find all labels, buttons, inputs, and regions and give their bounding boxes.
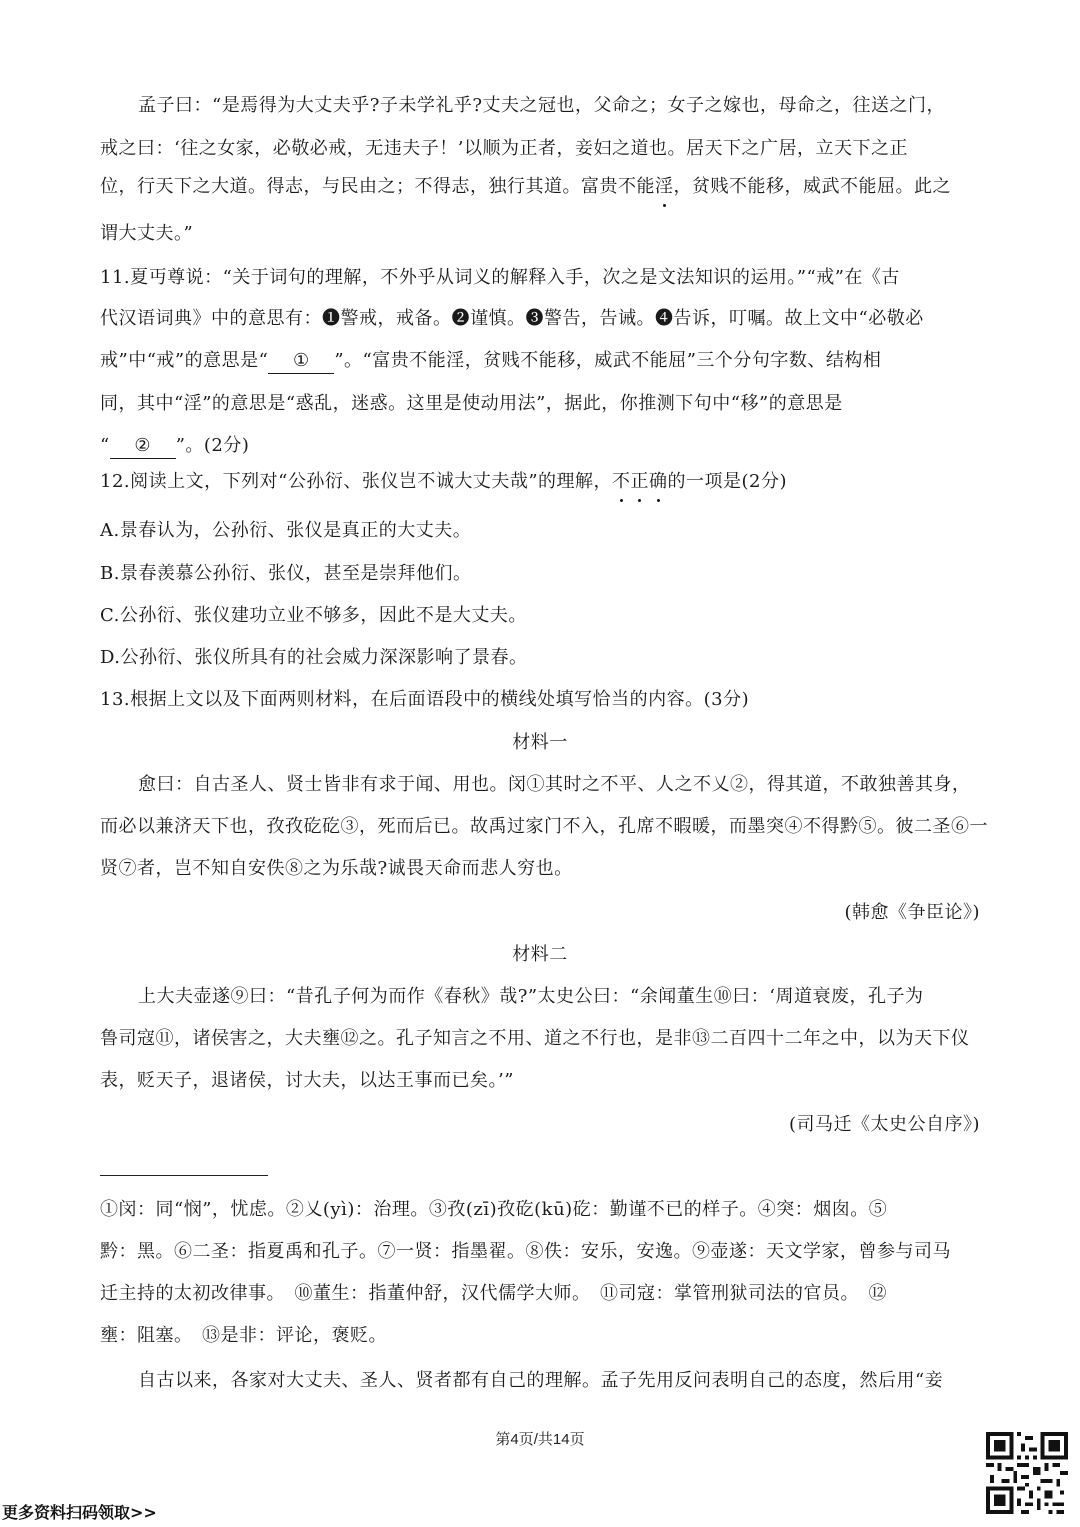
material-2-line-1: 上大夫壶遂⑨曰：“昔孔子何为而作《春秋》哉?”太史公曰：“余闻董生⑩曰：‘周道衰废，孔子为 [138, 986, 924, 1007]
q12-stem-b: 的一项是(2分) [667, 471, 788, 492]
q11-line-2: 代汉语词典》中的意思有：❶警戒，戒备。❷谨慎。❸警告，告诫。❹告诉，叮嘱。故上文中“必敬必 [100, 308, 924, 329]
emphasized-char-zheng: 正 [630, 471, 650, 492]
q12-option-d[interactable]: D.公孙衍、张仪所具有的社会威力深深影响了景春。 [100, 647, 528, 668]
q11-line-5 [100, 434, 980, 459]
notes-line-3: 迁主持的太初改律事。 ⑩董生：指董仲舒，汉代儒学大师。 ⑪司寇：掌管刑狱司法的官员。 ⑫ [100, 1283, 887, 1304]
answer-blank-2[interactable]: ② [110, 434, 176, 459]
q11-line-1: 11.夏丏尊说：“关于词句的理解，不外乎从词义的解释入手，次之是文法知识的运用。”“戒”在《古 [100, 267, 900, 288]
passage-line-4: 谓大丈夫。” [100, 223, 194, 244]
material-1-line-2: 而必以兼济天下也，孜孜矻矻③，死而后已。故禹过家门不入，孔席不暇暖，而墨突④不得黔⑤。彼二圣⑥一 [100, 816, 988, 837]
q11-line-3-a: 戒”中“戒”的意思是“ [100, 350, 269, 371]
material-2-title: 材料二 [512, 944, 568, 965]
notes-line-4: 壅：阻塞。 ⑬是非：评论，褒贬。 [100, 1325, 387, 1346]
material-1-source: (韩愈《争臣论》) [844, 902, 980, 923]
q12-option-c[interactable]: C.公孙衍、张仪建功立业不够多，因此不是大丈夫。 [100, 605, 527, 626]
material-2-line-2: 鲁司寇⑪，诸侯害之，大夫壅⑫之。孔子知言之不用、道之不行也，是非⑬二百四十二年之中，以为天下仪 [100, 1028, 970, 1049]
passage-line-1: 孟子曰：“是焉得为大丈夫乎?子未学礼乎?丈夫之冠也，父命之；女子之嫁也，母命之，往送之门， [138, 95, 945, 116]
q12-option-b[interactable]: B.景春羡慕公孙衍、张仪，甚至是崇拜他们。 [100, 563, 472, 584]
q11-line-3 [100, 349, 980, 374]
q12-option-a[interactable]: A.景春认为，公孙衍、张仪是真正的大丈夫。 [100, 520, 472, 541]
footnote-divider [100, 1175, 268, 1176]
final-paragraph-line-1: 自古以来，各家对大丈夫、圣人、贤者都有自己的理解。孟子先用反问表明自己的态度，然后用“妾 [138, 1370, 944, 1391]
page-number: 第4页/共14页 [495, 1431, 585, 1448]
more-resources-link[interactable]: 更多资料扫码领取>> [2, 1503, 157, 1522]
emphasized-char-yin: 淫 [655, 176, 674, 197]
notes-line-1: ①闵：同“悯”，忧虑。②乂(yì)：治理。③孜(zī)孜矻(kū)矻：勤谨不已的样子。④突：烟囱。⑤ [100, 1199, 888, 1220]
material-2-line-3: 表，贬天子，退诸侯，讨大夫，以达王事而已矣。’” [100, 1070, 514, 1091]
passage-line-3 [100, 175, 980, 199]
notes-line-2: 黔：黑。⑥二圣：指夏禹和孔子。⑦一贤：指墨翟。⑧佚：安乐，安逸。⑨壶遂：天文学家，曾参与司马 [100, 1241, 951, 1262]
q12-stem-a: 12.阅读上文，下列对“公孙衍、张仪岂不诚大丈夫哉”的理解， [100, 471, 613, 492]
qr-code-icon[interactable] [986, 1432, 1068, 1514]
q11-line-3-b: ”。“富贵不能淫，贫贱不能移，威武不能屈”三个分句字数、结构相 [334, 350, 882, 371]
emphasized-char-que: 确 [649, 471, 668, 492]
q11-line-5-a: “ [100, 435, 110, 456]
passage-line-3-a: 位，行天下之大道。得志，与民由之；不得志，独行其道。富贵不能 [100, 176, 655, 197]
passage-line-3-c: ，贫贱不能移，威武不能屈。此之 [673, 176, 951, 197]
emphasized-char-bu: 不 [612, 471, 631, 492]
passage-line-2: 戒之曰：‘往之女家，必敬必戒，无违夫子！’以顺为正者，妾妇之道也。居天下之广居，立天下之正 [100, 138, 908, 159]
material-1-line-3: 贤⑦者，岂不知自安佚⑧之为乐哉?诚畏天命而悲人穷也。 [100, 858, 573, 879]
material-2-source: (司马迁《太史公自序》) [788, 1114, 980, 1135]
q13-stem: 13.根据上文以及下面两则材料，在后面语段中的横线处填写恰当的内容。(3分) [100, 689, 750, 710]
q11-line-4: 同，其中“淫”的意思是“惑乱，迷惑。这里是使动用法”，据此，你推测下句中“移”的意思是 [100, 393, 843, 414]
material-1-title: 材料一 [512, 732, 568, 753]
answer-blank-1[interactable]: ① [268, 349, 334, 374]
q12-stem [100, 470, 980, 494]
material-1-line-1: 愈曰：自古圣人、贤士皆非有求于闻、用也。闵①其时之不平、人之不乂②，得其道，不敢独善其身， [138, 774, 971, 795]
q11-line-5-b: ”。(2分) [175, 435, 250, 456]
